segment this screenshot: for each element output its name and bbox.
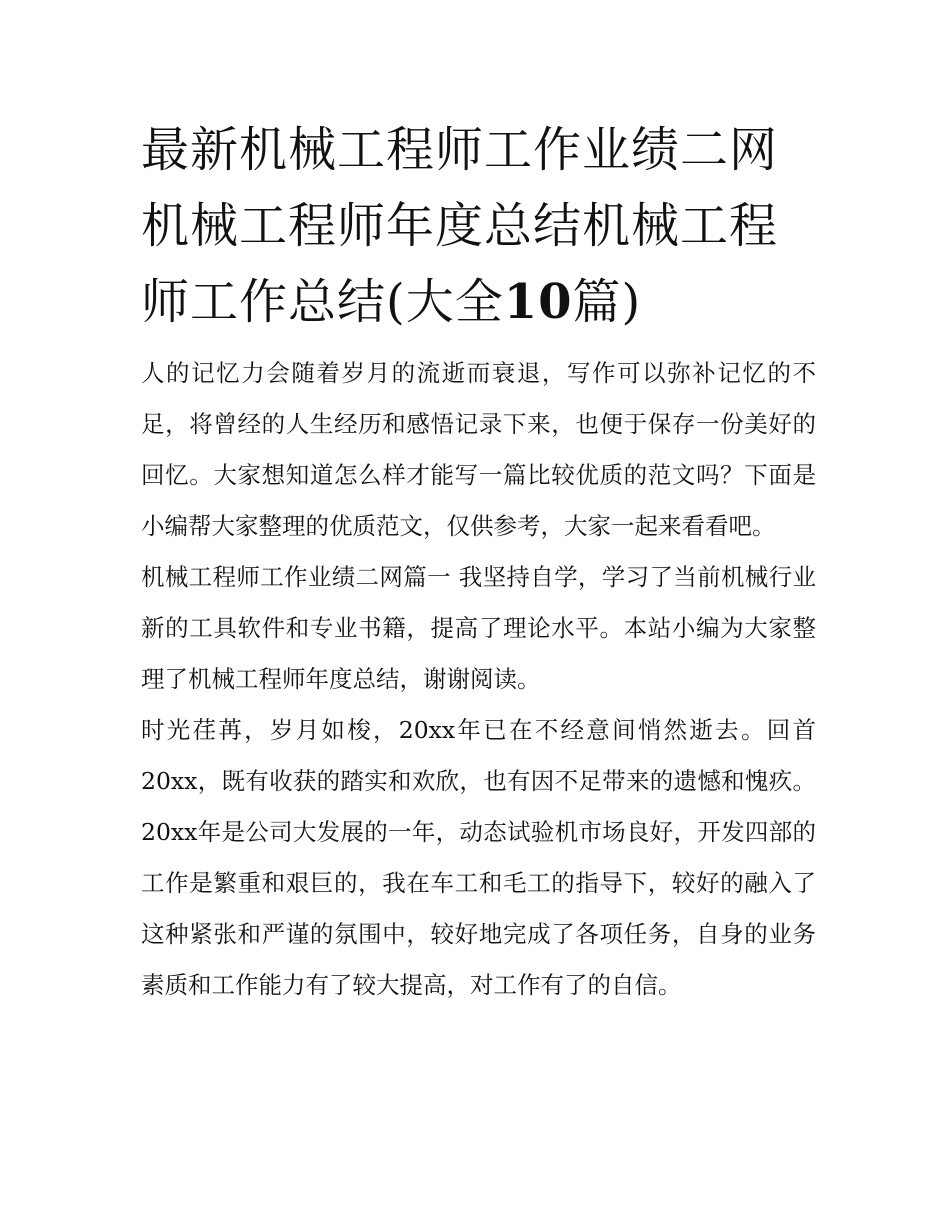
title-suffix: 篇) (572, 274, 642, 330)
title-text: 最新机械工程师工作业绩二网机械工程师年度总结机械工程师工作总结(大全 (141, 122, 779, 330)
document-content (141, 112, 816, 1011)
body-paragraph-1: 机械工程师工作业绩二网篇一 我坚持自学，学习了当前机械行业新的工具软件和专业书籍，提高了理论水平。本站小编为大家整理了机械工程师年度总结，谢谢阅读。 (141, 563, 816, 693)
body-paragraph-2: 时光荏苒，岁月如梭，20xx年已在不经意间悄然逝去。回首20xx，既有收获的踏实和欢欣，也有因不足带来的遗憾和愧疚。20xx年是公司大发展的一年，动态试验机市场良好，开发四部的工作是繁重和艰巨的，我在车工和毛工的指导下，较好的融入了这种紧张和严谨的氛围中，较好地完成了各项任务，自身的业务素质和工作能力有了较大提高，对工作有了的自信。 (141, 716, 816, 999)
document-title (141, 112, 816, 340)
intro-paragraph: 人的记忆力会随着岁月的流逝而衰退，写作可以弥补记忆的不足，将曾经的人生经历和感悟记录下来，也便于保存一份美好的回忆。大家想知道怎么样才能写一篇比较优质的范文吗？下面是小编帮大家整理的优质范文，仅供参考，大家一起来看看吧。 (141, 359, 816, 540)
title-number: 10 (503, 274, 573, 330)
